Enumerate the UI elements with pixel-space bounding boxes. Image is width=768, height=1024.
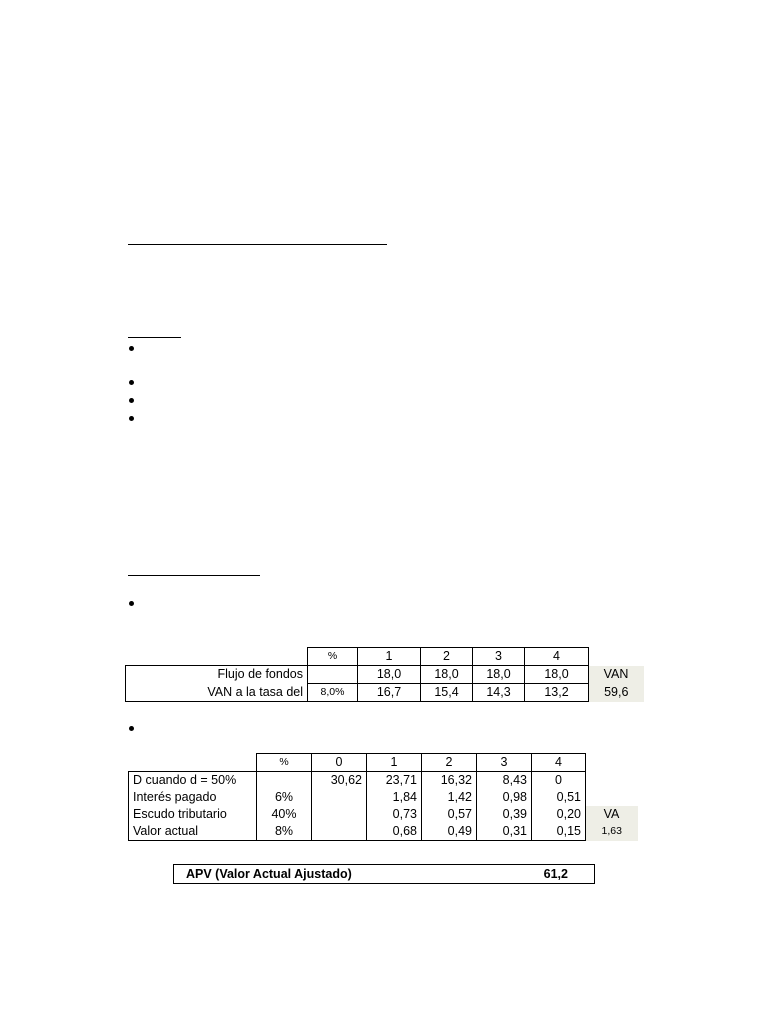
header-period: 1 xyxy=(358,648,421,666)
cell: 0,39 xyxy=(477,806,532,823)
cell: 8,43 xyxy=(477,772,532,790)
row-label: VAN a la tasa del xyxy=(126,684,308,702)
cell: 16,7 xyxy=(358,684,421,702)
row-label: Escudo tributario xyxy=(129,806,257,823)
cell: 18,0 xyxy=(421,666,473,684)
cell: 0 xyxy=(532,772,586,790)
cell: 0,57 xyxy=(422,806,477,823)
van-value: 59,6 xyxy=(589,684,644,702)
cell: 0,98 xyxy=(477,789,532,806)
va-label: VA xyxy=(586,806,638,823)
table-row xyxy=(129,806,638,823)
cell: 18,0 xyxy=(525,666,589,684)
cell: 13,2 xyxy=(525,684,589,702)
header-period: 3 xyxy=(473,648,525,666)
cell: 0,73 xyxy=(367,806,422,823)
cell: 0,15 xyxy=(532,823,586,841)
header-period: 3 xyxy=(477,754,532,772)
header-period: 0 xyxy=(312,754,367,772)
header-period: 4 xyxy=(525,648,589,666)
bullet-5 xyxy=(129,601,134,606)
va-value: 1,63 xyxy=(586,823,638,841)
cell: 30,62 xyxy=(312,772,367,790)
van-table xyxy=(125,647,644,702)
header-rate: % xyxy=(257,754,312,772)
bullet-1 xyxy=(129,346,134,351)
cell: 0,51 xyxy=(532,789,586,806)
cell xyxy=(312,823,367,841)
row-rate: 40% xyxy=(257,806,312,823)
tax-shield-table xyxy=(128,753,638,841)
table-row xyxy=(129,823,638,841)
cell: 23,71 xyxy=(367,772,422,790)
cell: 16,32 xyxy=(422,772,477,790)
row-label: Interés pagado xyxy=(129,789,257,806)
header-rate: % xyxy=(308,648,358,666)
apv-value: 61,2 xyxy=(543,867,568,881)
subheading-underline-2 xyxy=(128,575,260,576)
apv-summary-box xyxy=(173,864,595,884)
cell xyxy=(312,789,367,806)
header-period: 4 xyxy=(532,754,586,772)
van-label: VAN xyxy=(589,666,644,684)
cell: 0,31 xyxy=(477,823,532,841)
subheading-underline-1 xyxy=(128,337,181,338)
row-rate: 8,0% xyxy=(308,684,358,702)
row-rate: 8% xyxy=(257,823,312,841)
cell: 14,3 xyxy=(473,684,525,702)
cell: 0,68 xyxy=(367,823,422,841)
table-row xyxy=(126,684,644,702)
bullet-4 xyxy=(129,416,134,421)
cell: 0,49 xyxy=(422,823,477,841)
cell: 18,0 xyxy=(473,666,525,684)
row-label: D cuando d = 50% xyxy=(129,772,257,790)
header-period: 2 xyxy=(422,754,477,772)
row-label: Flujo de fondos xyxy=(126,666,308,684)
row-rate xyxy=(308,666,358,684)
apv-label: APV (Valor Actual Ajustado) xyxy=(186,867,352,881)
header-period: 2 xyxy=(421,648,473,666)
row-label: Valor actual xyxy=(129,823,257,841)
row-rate xyxy=(257,772,312,790)
bullet-2 xyxy=(129,380,134,385)
cell: 18,0 xyxy=(358,666,421,684)
cell: 1,42 xyxy=(422,789,477,806)
table-row xyxy=(126,666,644,684)
header-period: 1 xyxy=(367,754,422,772)
cell: 15,4 xyxy=(421,684,473,702)
cell: 0,20 xyxy=(532,806,586,823)
cell xyxy=(312,806,367,823)
bullet-6 xyxy=(129,726,134,731)
bullet-3 xyxy=(129,398,134,403)
heading-underline xyxy=(128,244,387,245)
table-row xyxy=(129,772,638,790)
cell: 1,84 xyxy=(367,789,422,806)
table-row xyxy=(129,789,638,806)
row-rate: 6% xyxy=(257,789,312,806)
